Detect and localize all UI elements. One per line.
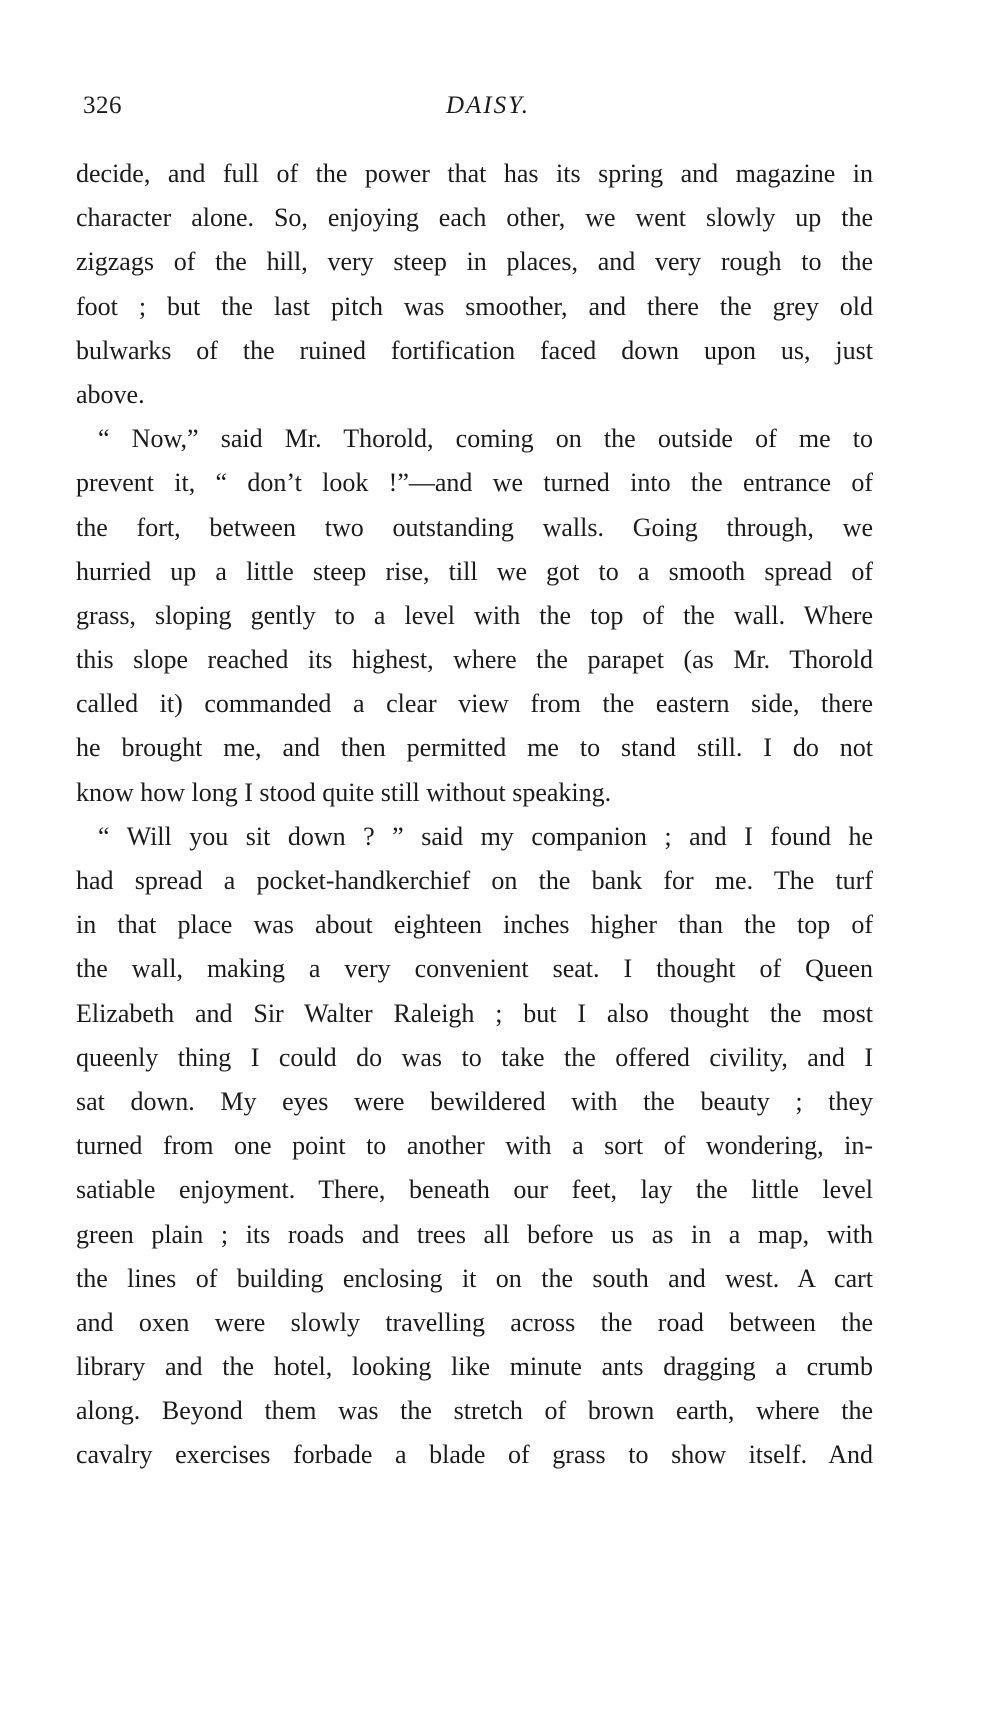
text-line: foot ; but the last pitch was smoother, and there the grey old [76, 291, 873, 321]
text-line: the fort, between two outstanding walls. Going through, we [76, 512, 873, 542]
text-line: he brought me, and then permitted me to stand still. I do not [76, 733, 873, 763]
body-text [76, 152, 873, 1478]
text-line: turned from one point to another with a sort of wondering, in- [76, 1131, 873, 1161]
text-line: Elizabeth and Sir Walter Raleigh ; but I also thought the most [76, 998, 873, 1028]
text-line: bulwarks of the ruined fortification faced down upon us, just [76, 335, 873, 365]
text-line: queenly thing I could do was to take the offered civility, and I [76, 1042, 873, 1072]
text-line: the wall, making a very convenient seat. I thought of Queen [76, 954, 873, 984]
text-line: “ Will you sit down ? ” said my companion ; and I found he [98, 821, 873, 851]
running-head [83, 92, 873, 132]
page-number: 326 [83, 92, 122, 119]
text-line: decide, and full of the power that has its spring and magazine in [76, 159, 873, 188]
text-line: and oxen were slowly travelling across the road between the [76, 1307, 873, 1337]
text-line: green plain ; its roads and trees all before us as in a map, with [76, 1219, 873, 1249]
text-line: had spread a pocket-handkerchief on the bank for me. The turf [76, 866, 873, 895]
text-line: library and the hotel, looking like minute ants dragging a crumb [76, 1352, 873, 1382]
text-line: cavalry exercises forbade a blade of grass to show itself. And [76, 1440, 873, 1470]
text-line: the lines of building enclosing it on the south and west. A cart [76, 1263, 873, 1293]
text-line: grass, sloping gently to a level with the top of the wall. Where [76, 600, 873, 630]
text-line: sat down. My eyes were bewildered with the beauty ; they [76, 1086, 873, 1116]
running-title: DAISY. [445, 92, 530, 119]
text-line: along. Beyond them was the stretch of brown earth, where the [76, 1396, 873, 1426]
text-line: in that place was about eighteen inches higher than the top of [76, 910, 873, 940]
text-line: zigzags of the hill, very steep in places, and very rough to the [76, 247, 873, 277]
text-line: this slope reached its highest, where the parapet (as Mr. Thorold [76, 645, 873, 675]
text-line: hurried up a little steep rise, till we got to a smooth spread of [76, 556, 873, 586]
text-line: satiable enjoyment. There, beneath our feet, lay the little level [76, 1175, 873, 1205]
text-line: called it) commanded a clear view from the eastern side, there [76, 689, 873, 719]
text-line: “ Now,” said Mr. Thorold, coming on the outside of me to [98, 424, 873, 454]
text-line: above. [76, 379, 145, 409]
text-line: prevent it, “ don’t look !”—and we turned into the entrance of [76, 468, 873, 498]
text-line: character alone. So, enjoying each other, we went slowly up the [76, 203, 873, 233]
text-line: know how long I stood quite still without speaking. [76, 777, 612, 807]
